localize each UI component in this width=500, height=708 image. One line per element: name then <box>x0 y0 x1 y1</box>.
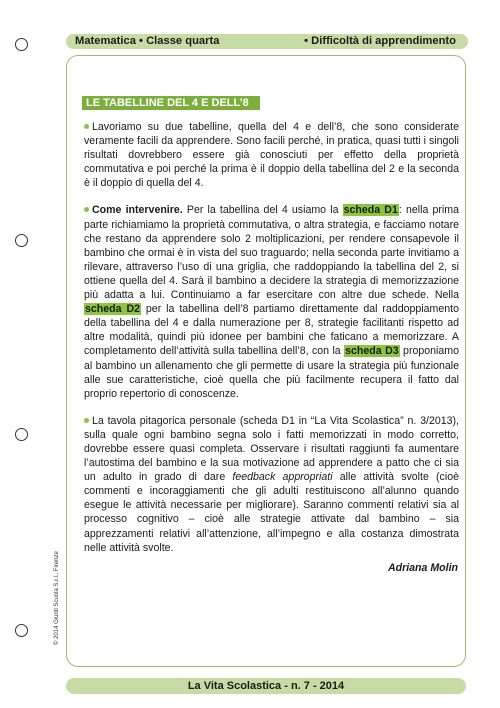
section-title: LE TABELLINE DEL 4 E DELL’8 <box>82 96 260 110</box>
author-name: Adriana Molin <box>387 562 458 574</box>
paragraph-2: Come intervenire. Per la tabellina del 4 usiamo la scheda D1: nella prima parte richiamiamo la proprietà commutativa, o altra strategia, e facciamo notare che restano da apprendere solo 2 moltiplicazioni, per rendere consapevole il bambino che ormai è in vista del suo traguardo; nella seconda parte invitiamo a rilevare, attraverso l’uso di una griglia, che raddoppiando la tabellina del 2, si ottiene quella del 4. Sarà il bambino a decidere la strategia di memorizzazione più adatta a lui. Continuiamo a far esercitare con altre due schede. Nella scheda D2 per la tabellina dell’8 partiamo direttamente dal raddoppiamento della tabellina del 4 e dalla numerazione per 8, strategie facilitanti rispetto ad altre modalità, quindi più idonee per bambini che faticano a memorizzare. A completamento dell’attività sulla tabellina dell’8, con la scheda D3 proponiamo al bambino un allenamento che gli permette di usare la strategia più funzionale alle sue caratteristiche, cioè quella che più facilmente recupera il fatto dal proprio repertorio di conoscenze. <box>84 204 459 400</box>
bullet-icon <box>84 418 89 423</box>
bullet-icon <box>84 124 89 129</box>
paragraph-3: La tavola pitagorica personale (scheda D1 in “La Vita Scolastica” n. 3/2013), sulla quale ogni bambino segna solo i fatti memorizzati in modo corretto, dovrebbe essere quasi completa. Osservare i risultati raggiunti fa aumentare l’autostima del bambino e la sua motivazione ad apprendere a patto che ci sia un adulto in grado di dare feedback appropriati alle attività svolte (cioè commenti e incoraggiamenti che gli adulti restituiscono all’alunno quando esegue le attività necessarie per migliorare). Saranno commenti relativi sia al processo cognitivo – cioè alle strategie attivate dal bambino – sia apprezzamenti relativi all’attenzione, all’impegno e alla costanza dimostrata nelle attività svolte. <box>84 414 459 554</box>
bullet-icon <box>84 207 89 212</box>
scheda-d2-highlight: scheda D2 <box>85 303 140 316</box>
scheda-d1-highlight: scheda D1 <box>343 204 398 217</box>
scheda-d3-highlight: scheda D3 <box>345 345 399 358</box>
article-body <box>84 120 459 568</box>
binder-hole-1 <box>15 38 28 51</box>
paragraph-lead: Come intervenire. <box>92 204 183 217</box>
page-footer: La Vita Scolastica - n. 7 - 2014 <box>66 678 466 694</box>
copyright-notice: © 2014 Giunti Scuola S.r.l., Firenze <box>54 551 60 645</box>
binder-hole-4 <box>15 624 28 637</box>
binder-hole-2 <box>15 234 28 247</box>
paragraph-1: Lavoriamo su due tabelline, quella del 4 e dell’8, che sono considerate veramente facili da apprendere. Sono facili perché, in pratica, quasi tutti i singoli risultati dovrebbero essere già conosciuti per effetto della proprietà commutativa e poi perché la prima è il doppio della tabellina del 2 e la seconda è il doppio di quella del 4. <box>84 121 459 190</box>
page-header <box>66 34 468 49</box>
header-topic: • Difficoltà di apprendimento <box>304 35 456 47</box>
header-subject: Matematica • Classe quarta <box>75 35 220 47</box>
binder-hole-3 <box>15 428 28 441</box>
